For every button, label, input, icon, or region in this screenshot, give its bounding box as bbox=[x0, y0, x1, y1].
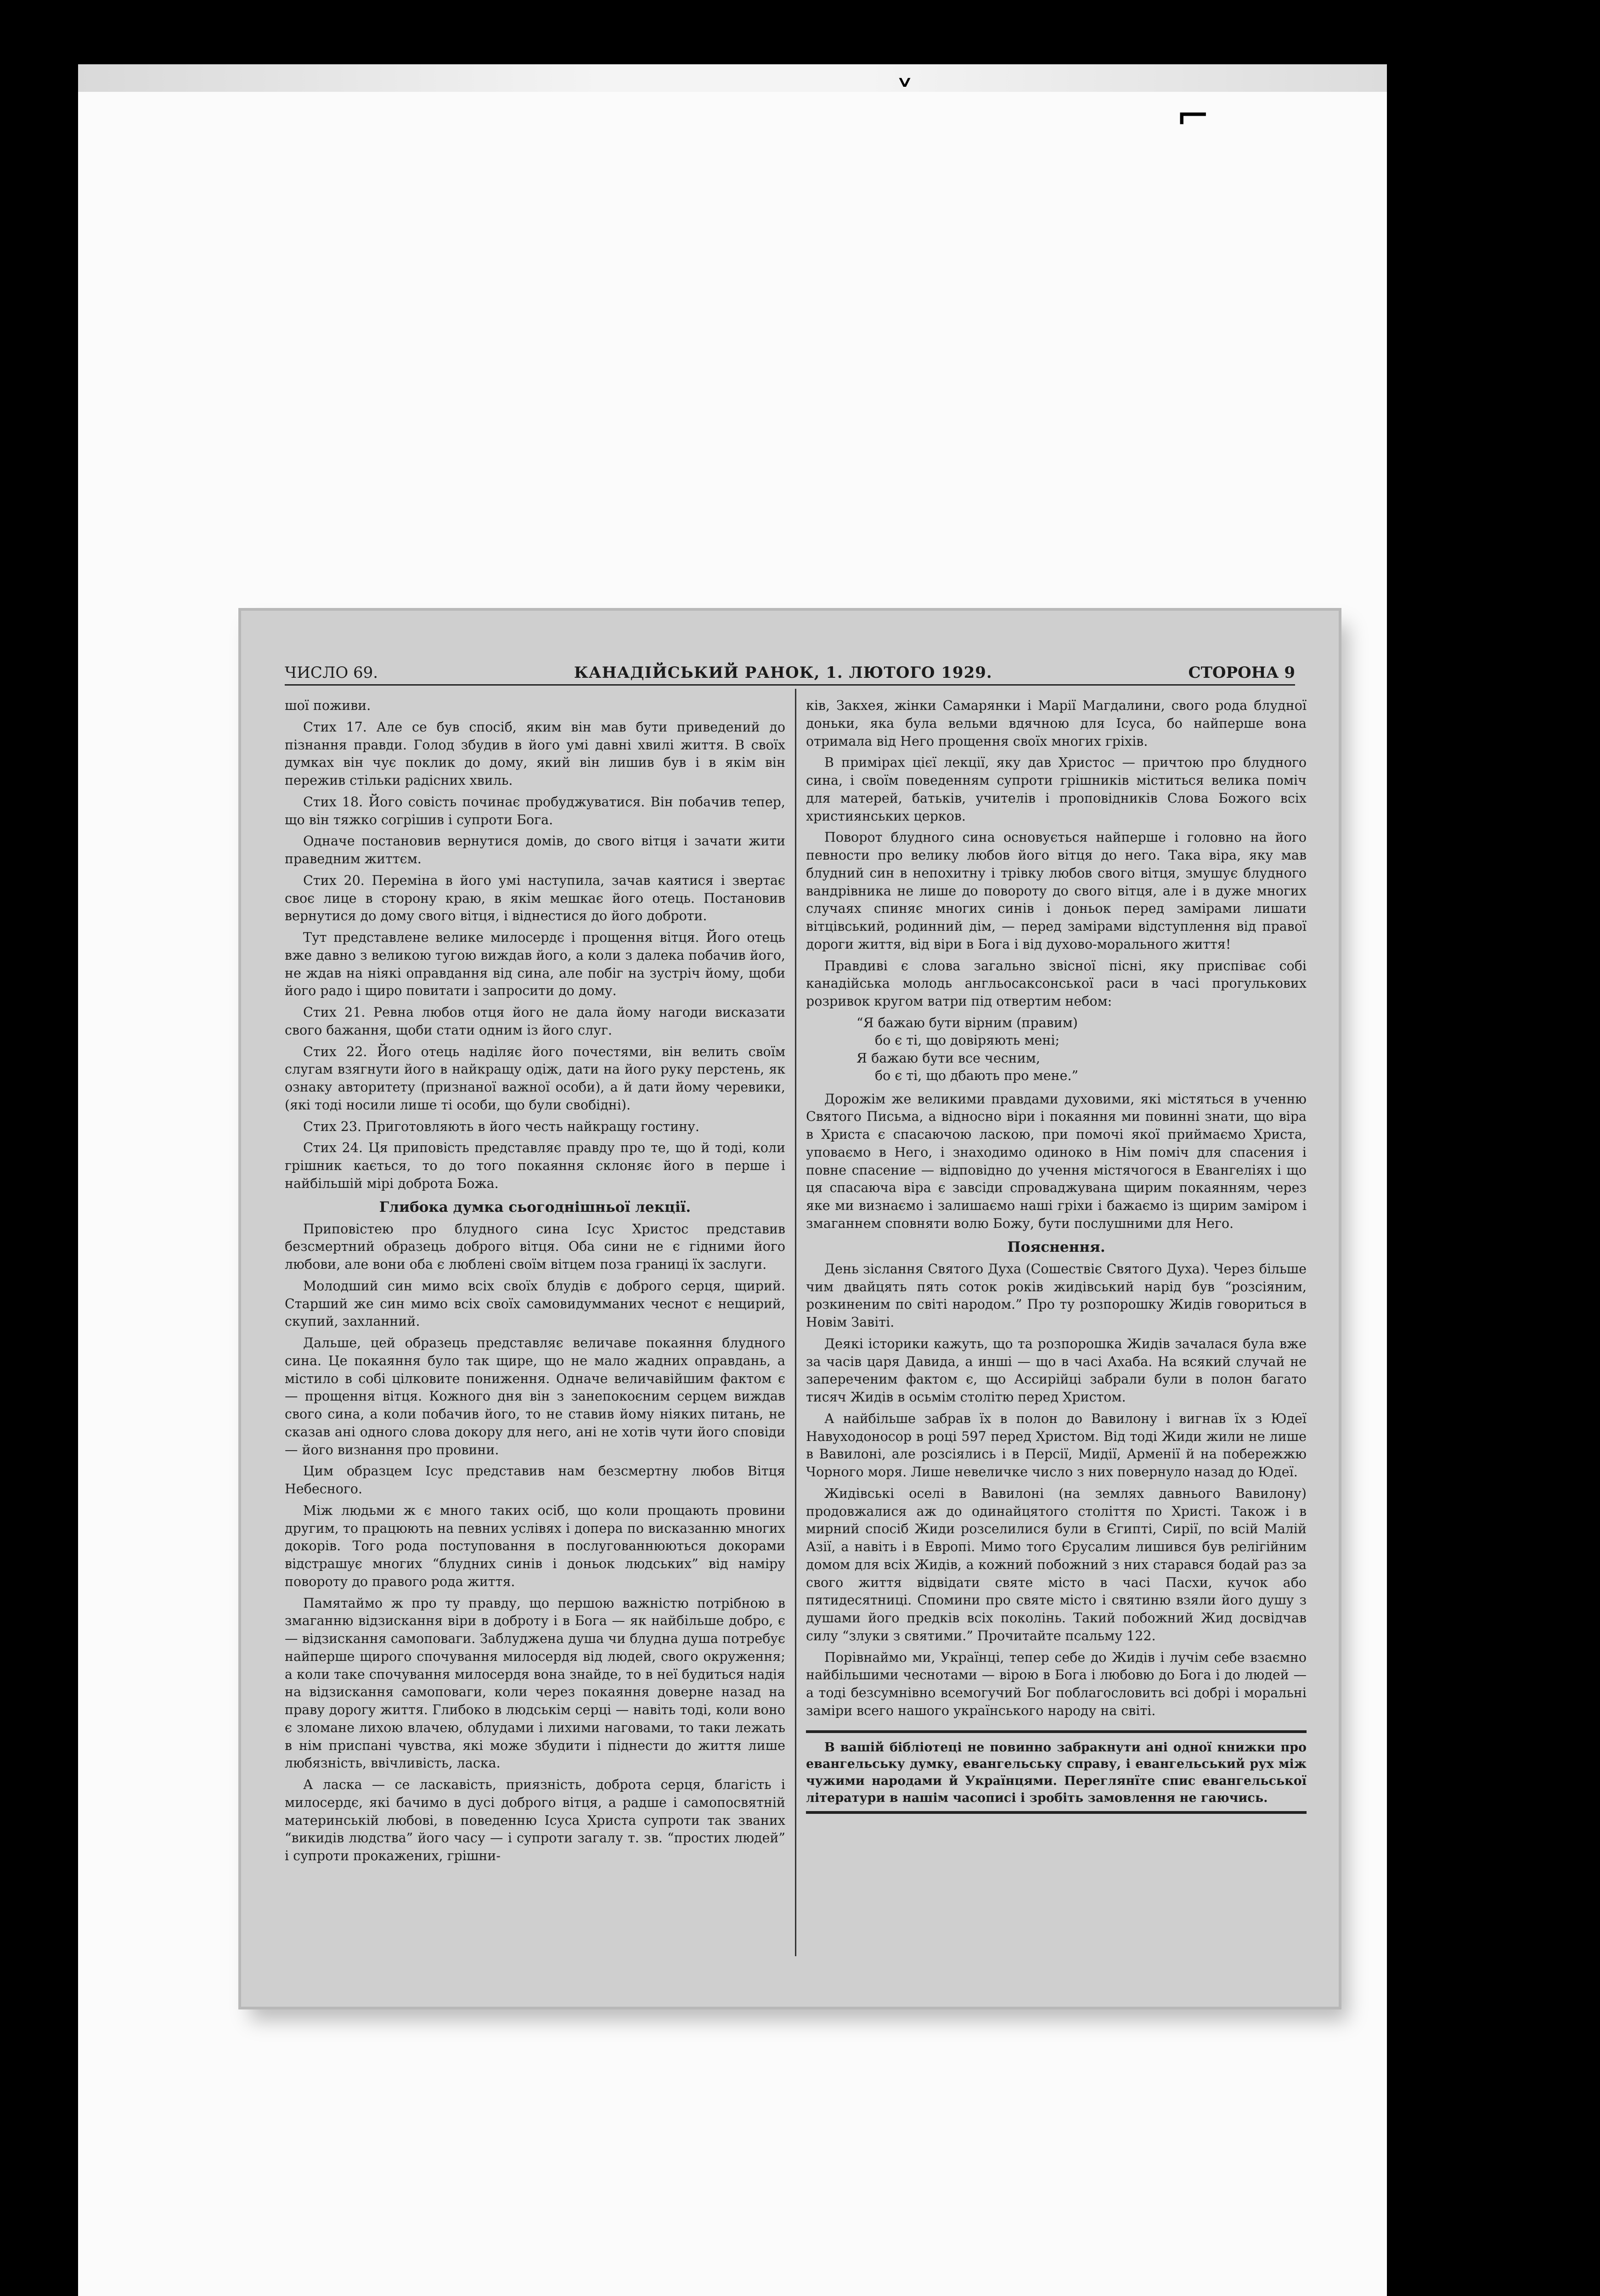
article-paragraph: Стих 24. Ця приповість представляє правду про те, що й тоді, коли грішник кається, то до того покаяння склоняє його в перше і найбільшій мірі доброта Божа. bbox=[285, 1140, 785, 1191]
article-paragraph: Стих 18. Його совість починає пробуджуватися. Він побачив тепер, що він тяжко согрішив і супроти Бога. bbox=[285, 794, 785, 827]
library-notice-box: В вашій бібліотеці не повинно забракнути ані одної книжки про евангельську думку, евангельську справу, і евангельський рух між чужими народами й Українцями. Переглянїте спис евангельської літератури в нашім часописі і зробіть замовлення не гаючись. bbox=[806, 1730, 1307, 1814]
scratch-mark: ˅ bbox=[896, 73, 914, 116]
article-paragraph: Поворот блудного сина основується найперше і головно на його певности про велику любов його вітця до него. Така віра, яку мав блудний син в непохитну і трівку любов свого вітця, змушує блудного вандрівника не лише до повороту до свого вітця, але і в дуже многих случаях спиняє многих синів і доньок перед замірами лишати вітцівський, родинний дім, — перед замірами відступлення від правої дороги життя, від віри в Бога і від духово-морального життя! bbox=[806, 830, 1307, 952]
article-paragraph: Стих 21. Ревна любов отця його не дала йому нагоди висказати свого бажання, щоби стати одним із його слуг. bbox=[285, 1005, 785, 1038]
poem-quote bbox=[856, 1014, 1307, 1085]
issue-number: ЧИСЛО 69. bbox=[285, 664, 378, 682]
article-paragraph: ків, Закхея, жінки Самарянки і Марії Магдалини, свого рода блудної доньки, яка була вельми вдячною для Ісуса, бо найперше вона отримала від Него прощення своїх многих гріхів. bbox=[806, 698, 1307, 749]
article-paragraph: Жидівські оселі в Вавилоні (на землях давнього Вавилону) продовжалися аж до одинайцятого століття по Христі. Також і в мирний спосіб Жиди розселилися були в Єгипті, Сирії, по всій Малій Азії, а навіть і в Европі. Мимо того Єрусалим лишився був релігійним домом для всіх Жидів, а кожний побожний з них старався бодай раз за свого життя відвідати святе місто в часі Пасхи, кучок або пятидесятниці. Спомини про святе місто і святиню взяли його душу з душами його предків всіх поколінь. Такий побожний Жид досвідчав силу “злуки з святими.” Прочитайте псальму 122. bbox=[806, 1486, 1307, 1643]
article-paragraph: Деякі історики кажуть, що та розпорошка Жидів зачалася була вже за часів царя Давида, а инші — що в часі Ахаба. На всякий случай не запереченим фактом є, що Ассирійці забрали були в полон багато тисяч Жидів в осьмім столітю перед Христом. bbox=[806, 1336, 1307, 1405]
article-paragraph: Тут представлене велике милосердє і прощення вітця. Його отець вже давно з великою тугою виждав його, а коли з далека побачив його, не ждав на ніякі оправдання від сина, але побіг на зустріч йому, щоби його радо і щиро повитати і запросити до дому. bbox=[285, 930, 785, 999]
poem-line: бо є ті, що дбають про мене.” bbox=[875, 1068, 1078, 1084]
article-paragraph: А ласка — се ласкавість, приязність, доброта серця, благість і милосердє, які бачимо в дусі доброго вітця, а радше і самопосвятній материнській любові, в поведенню Ісуса Христа супроти так званих “викидів людства” його часу — і супроти загалу т. зв. “простих людей” і супроти прокажених, грішни- bbox=[285, 1777, 785, 1864]
section-heading: Пояснення. bbox=[1007, 1238, 1105, 1255]
article-paragraph: День зіслання Святого Духа (Сошествіє Святого Духа). Через більше чим двайцять пять соток років жидівський нарід був “розсіяним, розкиненим по світі народом.” Про ту розпорошку Жидів говориться в Новім Завіті. bbox=[806, 1261, 1307, 1330]
article-paragraph: В примірах цієї лекції, яку дав Христос — причтою про блудного сина, і своїм поведенням супроти грішників міститься велика поміч для матерей, батьків, учителів і проповідників Слова Божого всіх християнських церков. bbox=[806, 755, 1307, 824]
article-paragraph: Дальше, цей образець представляє величаве покаяння блудного сина. Це покаяння було так щире, що не мало жадних оправдань, а містило в собі цілковите пониження. Одначе величавійшим фактом є — прощення вітця. Кожного дня він з занепокоєним серцем виждав свого сина, а коли побачив його, то не ставив йому ніяких питань, не сказав ані одного слова докору для него, ані не хотів чути його сповіди — його визнання про провини. bbox=[285, 1335, 785, 1458]
article-paragraph: Порівнаймо ми, Українці, тепер себе до Жидів і лучім себе взаємно найбільшими чеснотами — вірою в Бога і любовю до Бога і до людей — а тоді безсумнівно всемогучий Бог поблагословить всі добрі і моральні заміри всего нашого українського народу на світі. bbox=[806, 1649, 1307, 1718]
scratch-mark: ⌐ bbox=[1176, 92, 1211, 140]
article-paragraph: А найбільше забрав їх в полон до Вавилону і вигнав їх з Юдеї Навуходоносор в році 597 перед Христом. Від тоді Жиди жили не лише в Вавилоні, але розсіялись і в Персії, Мидії, Арменії й на побережжю Чорного моря. Лише невеличке число з них повернуло назад до Юдеї. bbox=[806, 1411, 1307, 1480]
article-paragraph: Між людьми ж є много таких осіб, що коли прощають провини другим, то працюють на певних услівях і допера по висказанню многих докорів. Того рода поступовання в послугованнюються докорами відстрашує многих “блудних синів і доньок людських” від наміру повороту до правого рода життя. bbox=[285, 1503, 785, 1589]
article-paragraph: Приповістею про блудного сина Ісус Христос представив безсмертний образець доброго вітця. Оба сини не є гідними його любови, але вони оба є люблені своїм вітцем поза границі їх заслуги. bbox=[285, 1221, 785, 1272]
article-paragraph: Стих 20. Переміна в його умі наступила, зачав каятися і звертає своє лице в сторону краю, в якім мешкає його отець. Постановив вернутися до дому свого вітця, і віднестися до його доброти. bbox=[285, 872, 785, 924]
article-paragraph: шої поживи. bbox=[285, 698, 371, 713]
poem-line: бо є ті, що довіряють мені; bbox=[875, 1033, 1060, 1048]
article-paragraph: Стих 17. Але се був спосіб, яким він мав бути приведений до пізнання правди. Голод збудив в його умі давні хвилі життя. В своїх думках він чує поклик до дому, який він лишив був і в якім він пережив стільки радісних хвиль. bbox=[285, 719, 785, 788]
poem-line: Я бажаю бути все чесним, bbox=[856, 1050, 1040, 1066]
article-paragraph: Цим образцем Ісус представив нам безсмертну любов Вітця Небесного. bbox=[285, 1463, 785, 1497]
column-divider bbox=[795, 689, 796, 1956]
film-top-edge bbox=[78, 64, 1387, 92]
left-column bbox=[285, 697, 785, 1956]
article-paragraph: Дорожім же великими правдами духовими, які містяться в ученню Святого Письма, а відносно віри і покаяння ми повинні знати, що віра в Христа є спасаючою ласкою, при помочі якої приймаємо Христа, уповаємо в Него, і знаходимо одиноко в Нім поміч для спасения і повне спасение — відповідно до учення містячогося в Евангеліях і що ця спасаюча віра є завсіди спроваджувана щирим покаянням, через яке ми визнаємо і залишаємо наші гріхи і бажаємо із щирим заміром і змаганнем сповняти волю Божу, бути послушними для Него. bbox=[806, 1091, 1307, 1231]
page-header bbox=[285, 661, 1295, 686]
article-paragraph: Правдиві є слова загально звісної пісні, яку приспіває собі канадійська молодь англьосаксонської раси в часі прогулькових розривок кругом ватри під отвертим небом: bbox=[806, 958, 1307, 1009]
article-paragraph: Молодший син мимо всіх своїх блудів є доброго серця, щирий. Старший же син мимо всіх своїх самовидумманих чеснот є нещирий, скупий, захланний. bbox=[285, 1278, 785, 1329]
right-column bbox=[806, 697, 1307, 1956]
masthead-title: КАНАДІЙСЬКИЙ РАНОК, 1. ЛЮТОГО 1929. bbox=[574, 664, 992, 682]
article-paragraph: Одначе постановив вернутися домів, до свого вітця і зачати жити праведним життєм. bbox=[285, 833, 785, 867]
article-paragraph: Памятаймо ж про ту правду, що першою важністю потрібною в змаганню відзискання віри в доброту і в Бога — як найбільше добро, є — відзискання самоповаги. Заблуджена душа чи блудна душа потребує найперше щирого спочування милосердя від людей, свого окруження; а коли таке спочування милосердя вона знайде, то в неї будиться надія на відзискання самоповаги, коли через покаяння доверне назад на праву дорогу життя. Глибоко в людськім серці — навіть тоді, коли воно є зломане лихою влачею, облудами і лихими наговами, то таки лежать в нім приспані чувства, які може збудити і піднести до життя лише любязність, ввічливість, ласка. bbox=[285, 1595, 785, 1771]
page-number: СТОРОНА 9 bbox=[1188, 664, 1295, 682]
poem-line: “Я бажаю бути вірним (правим) bbox=[856, 1015, 1078, 1030]
article-paragraph: Стих 23. Приготовляють в його честь найкращу гостину. bbox=[303, 1119, 699, 1134]
article-paragraph: Стих 22. Його отець наділяє його почестями, він велить своїм слугам взягнути його в найкращу одіж, дати на його руку перстень, як ознаку авторитету (признаної важної особи), а й дати йому черевики, (які тоді носили лише ті особи, що були свобідні). bbox=[285, 1044, 785, 1113]
section-heading: Глибока думка сьогоднішньої лекції. bbox=[379, 1199, 691, 1216]
newspaper-page bbox=[241, 611, 1339, 2007]
